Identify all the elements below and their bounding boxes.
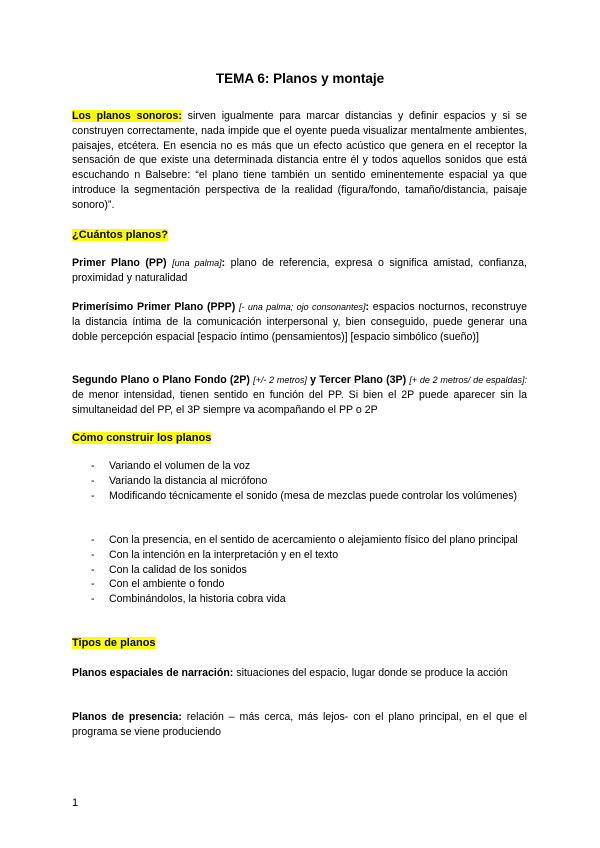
paragraph-planos-espaciales: Planos espaciales de narración: situaciones del espacio, lugar donde se produce la acción [72,667,508,679]
note-pp: [una palma] [172,258,222,268]
intro-paragraph [72,109,527,213]
term-espaciales: Planos espaciales de narración: [72,667,234,679]
intro-text: sirven igualmente para marcar distancias y definir espacios y si se construyen correctamente, nada impide que el oyente pueda visualizar mentalmente ambientes, paisajes, etcétera. En esencia no es más que un efecto acústico que genera en el receptor la sensación de que existe una determinada distancia entre él y todos aquellos sonidos que está escuchando n Balsebre: “el plano tiene también un sentido eminentemente espacial ya que introduce la segmentación perspectiva de la realidad (figura/fondo, tamaño/distancia, paisaje sonoro)”. [72,110,527,211]
page-title: TEMA 6: Planos y montaje [215,71,385,86]
paragraph-primerisimo-plano: Primerísimo Primer Plano (PPP) [- una palma; ojo consonantes]: espacios nocturnos, reconstruye la distancia íntima de la comunicación interpersonal y, bien conseguido, puede generar una doble percepción espacial [espacio íntimo (pensamientos)] [espacio simbólico (sueño)] [72,301,527,343]
section-heading-tipos: Tipos de planos [72,637,156,649]
list-item: - Modificando técnicamente el sonido (mesa de mezclas puede controlar los volúmenes) [72,489,527,504]
section-heading-construir: Cómo construir los planos [72,432,212,444]
construir-list-2 [72,533,527,607]
term-2p: Segundo Plano o Plano Fondo (2P) [72,374,250,386]
paragraph-planos-presencia: Planos de presencia: relación – más cerca, más lejos- con el plano principal, en el que el programa se viene produciendo [72,711,527,738]
term-3p: Tercer Plano (3P) [319,374,407,386]
list-item: - Variando el volumen de la voz [72,459,527,474]
term-presencia: Planos de presencia: [72,711,182,723]
list-item: - Con la calidad de los sonidos [72,563,527,578]
list-item: - Con la presencia, en el sentido de acercamiento o alejamiento físico del plano principal [72,533,527,548]
paragraph-segundo-plano: Segundo Plano o Plano Fondo (2P) [+/- 2 metros] y Tercer Plano (3P) [+ de 2 metros/ de espaldas]: de menor intensidad, tienen sentido en función del PP. Si bien el 2P puede aparecer sin la simultaneidad del PP, el 3P siempre va acompañando el PP o 2P [72,374,527,416]
note-2p: [+/- 2 metros] [253,375,307,385]
construir-list-1 [72,459,527,503]
term-pp: Primer Plano (PP) [72,257,167,269]
list-item: - Combinándolos, la historia cobra vida [72,592,527,607]
list-item: - Con el ambiente o fondo [72,577,527,592]
intro-label: Los planos sonoros: [72,110,182,122]
list-item: - Variando la distancia al micrófono [72,474,527,489]
term-ppp: Primerísimo Primer Plano (PPP) [72,301,236,313]
page-number: 1 [72,797,79,809]
section-heading-cuantos: ¿Cuántos planos? [72,229,168,241]
list-item: - Con la intención en la interpretación y en el texto [72,548,527,563]
note-3p: [+ de 2 metros/ de espaldas]: [409,375,527,385]
paragraph-primer-plano: Primer Plano (PP) [una palma]: plano de referencia, expresa o significa amistad, confianza, proximidad y naturalidad [72,257,528,284]
note-ppp: [- una palma; ojo consonantes] [239,302,366,312]
